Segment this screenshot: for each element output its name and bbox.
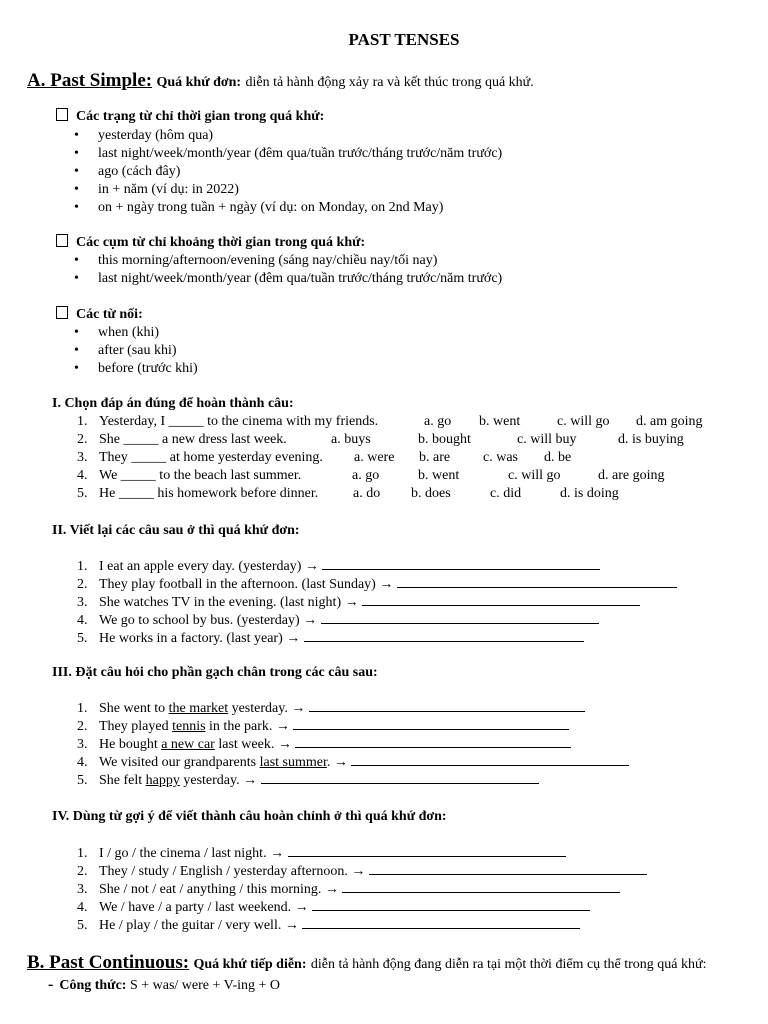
list-item-text: when (khi) [98,325,160,340]
phrases-heading-text: Các cụm từ chỉ khoảng thời gian trong quá khứ: [76,235,366,250]
section-b-header [27,952,707,974]
option-a: a. go [352,468,380,483]
list-item: • when (khi) [74,325,160,340]
option-b: b. does [411,486,451,501]
list-item-text: last night/week/month/year (đêm qua/tuần trước/tháng trước/năm trước) [98,271,503,286]
option-b: b. went [418,468,460,483]
item-number: 4. [77,468,88,483]
option-b: b. bought [418,432,471,447]
answer-line[interactable] [293,717,569,730]
item-number: 2. [77,577,88,592]
checkbox-icon [56,306,68,319]
list-item-text: after (sau khi) [98,343,177,358]
list-item-text: this morning/afternoon/evening (sáng nay/chiều nay/tối nay) [98,253,438,268]
formula-label: Công thức: [59,978,127,993]
option-d: d. am going [636,414,703,429]
answer-line[interactable] [312,898,590,911]
option-c: c. did [490,486,522,501]
sentence-text: I eat an apple every day. (yesterday) → [99,559,319,574]
ex1-row [77,413,757,431]
ex1-heading: I. Chọn đáp án đúng để hoàn thành câu: [52,396,294,411]
section-b-desc: diễn tả hành động đang diễn ra tại một thời điểm cụ thể trong quá khứ: [310,957,707,972]
list-item-text: last night/week/month/year (đêm qua/tuần trước/tháng trước/năm trước) [98,146,503,161]
item-number: 1. [77,414,88,429]
option-a: a. buys [331,432,371,447]
list-item-text: before (trước khi) [98,361,198,376]
ex4-row [77,898,590,917]
item-number: 5. [77,773,88,788]
sentence-post: in the park. → [205,719,290,734]
list-item-text: yesterday (hôm qua) [98,128,214,143]
ex1-row [77,485,757,503]
sentence-post: yesterday. → [179,773,258,788]
option-c: c. will go [557,414,610,429]
adverbs-list [74,127,502,217]
answer-line[interactable] [261,771,539,784]
sentence-text: They / study / English / yesterday afternoon. → [99,864,366,879]
section-b-vn: Quá khứ tiếp diễn: [193,957,307,972]
ex3-row [77,735,571,754]
list-item: • in + năm (ví dụ: in 2022) [74,182,239,197]
item-number: 2. [77,719,88,734]
adverbs-heading-text: Các trạng từ chỉ thời gian trong quá khứ: [76,109,325,124]
page-title: PAST TENSES [348,30,460,49]
connectors-list [74,324,198,378]
answer-line[interactable] [304,629,584,642]
checkbox-icon [56,108,68,121]
phrases-heading [56,234,365,252]
ex2-row [77,575,677,594]
ex1-row [77,449,757,467]
list-item: • on + ngày trong tuần + ngày (ví dụ: on Monday, on 2nd May) [74,200,444,215]
item-number: 5. [77,486,88,501]
ex4-heading: IV. Dùng từ gợi ý để viết thành câu hoàn chỉnh ở thì quá khứ đơn: [52,809,447,824]
underlined-phrase: the market [168,701,229,716]
connectors-heading [56,306,143,324]
sentence-pre: We visited our grandparents [99,755,260,770]
option-d: d. is buying [618,432,684,447]
item-number: 3. [77,595,88,610]
option-d: d. is doing [560,486,619,501]
question-text: She _____ a new dress last week. [99,432,287,447]
ex2-row [77,557,600,576]
question-text: They _____ at home yesterday evening. [99,450,323,465]
sentence-text: We go to school by bus. (yesterday) → [99,613,318,628]
answer-line[interactable] [397,575,677,588]
item-number: 1. [77,846,88,861]
option-a: a. do [353,486,381,501]
underlined-phrase: last summer [259,755,327,770]
connectors-heading-text: Các từ nối: [76,307,143,322]
answer-line[interactable] [369,862,647,875]
phrases-list [74,252,502,288]
item-number: 1. [77,559,88,574]
question-text: We _____ to the beach last summer. [99,468,302,483]
section-a-desc: diễn tả hành động xảy ra và kết thúc trong quá khứ. [245,75,534,90]
list-item: • last night/week/month/year (đêm qua/tuần trước/tháng trước/năm trước) [74,146,503,161]
answer-line[interactable] [295,735,571,748]
option-c: c. will buy [517,432,577,447]
option-d: d. be [544,450,572,465]
sentence-text: She / not / eat / anything / this morning. → [99,882,339,897]
option-b: b. went [479,414,521,429]
ex3-heading: III. Đặt câu hỏi cho phần gạch chân trong các câu sau: [52,665,378,680]
sentence-post: . → [326,755,348,770]
adverbs-heading [56,108,324,126]
sentence-text: We / have / a party / last weekend. → [99,900,309,915]
answer-line[interactable] [302,916,580,929]
section-a-vn: Quá khứ đơn: [156,75,242,90]
section-b-label: B. Past Continuous: [27,952,190,973]
section-a-label: A. Past Simple: [27,70,153,91]
option-a: a. were [354,450,395,465]
sentence-pre: They played [99,719,173,734]
option-b: b. are [419,450,451,465]
ex3-row [77,753,629,772]
item-number: 2. [77,864,88,879]
sentence-pre: She felt [99,773,146,788]
ex3-row [77,717,569,736]
list-item: • last night/week/month/year (đêm qua/tuần trước/tháng trước/năm trước) [74,271,503,286]
option-c: c. was [483,450,518,465]
sentence-post: yesterday. → [228,701,306,716]
ex3-row [77,771,539,790]
ex4-row [77,880,620,899]
question-text: Yesterday, I _____ to the cinema with my friends. [99,414,379,429]
answer-line[interactable] [351,753,629,766]
list-item: • this morning/afternoon/evening (sáng nay/chiều nay/tối nay) [74,253,438,268]
sentence-pre: He bought [99,737,162,752]
question-text: He _____ his homework before dinner. [99,486,319,501]
answer-line[interactable] [322,557,600,570]
sentence-post: last week. → [214,737,292,752]
answer-line[interactable] [362,593,640,606]
answer-line[interactable] [288,844,566,857]
underlined-phrase: a new car [161,737,215,752]
ex4-row [77,862,647,881]
item-number: 3. [77,882,88,897]
sentence-pre: She went to [99,701,169,716]
list-item-text: on + ngày trong tuần + ngày (ví dụ: on Monday, on 2nd May) [98,200,444,215]
answer-line[interactable] [321,611,599,624]
item-number: 3. [77,737,88,752]
formula-line [48,976,280,995]
formula-dash: - [48,976,54,993]
answer-line[interactable] [342,880,620,893]
ex2-heading: II. Viết lại các câu sau ở thì quá khứ đơn: [52,523,300,538]
ex4-row [77,844,566,863]
list-item-text: in + năm (ví dụ: in 2022) [98,182,239,197]
sentence-text: They play football in the afternoon. (last Sunday) → [99,577,394,592]
item-number: 4. [77,900,88,915]
sentence-text: He works in a factory. (last year) → [99,631,301,646]
sentence-text: He / play / the guitar / very well. → [99,918,299,933]
option-d: d. are going [598,468,665,483]
option-c: c. will go [508,468,561,483]
list-item-text: ago (cách đây) [98,164,181,179]
formula-value: S + was/ were + V-ing + O [129,978,281,993]
list-item: • yesterday (hôm qua) [74,128,214,143]
item-number: 3. [77,450,88,465]
list-item: • before (trước khi) [74,361,198,376]
ex3-row [77,699,585,718]
item-number: 1. [77,701,88,716]
checkbox-icon [56,234,68,247]
sentence-text: She watches TV in the evening. (last night) → [99,595,359,610]
sentence-text: I / go / the cinema / last night. → [99,846,285,861]
item-number: 2. [77,432,88,447]
item-number: 5. [77,918,88,933]
item-number: 4. [77,613,88,628]
ex2-row [77,593,640,612]
item-number: 5. [77,631,88,646]
list-item: • ago (cách đây) [74,164,181,179]
ex4-row [77,916,580,935]
underlined-phrase: happy [145,773,180,788]
ex1-row [77,431,757,449]
ex1-row [77,467,757,485]
section-a-header [27,70,534,92]
list-item: • after (sau khi) [74,343,177,358]
ex2-row [77,611,599,630]
option-a: a. go [424,414,452,429]
item-number: 4. [77,755,88,770]
answer-line[interactable] [309,699,585,712]
ex2-row [77,629,584,648]
underlined-phrase: tennis [172,719,206,734]
